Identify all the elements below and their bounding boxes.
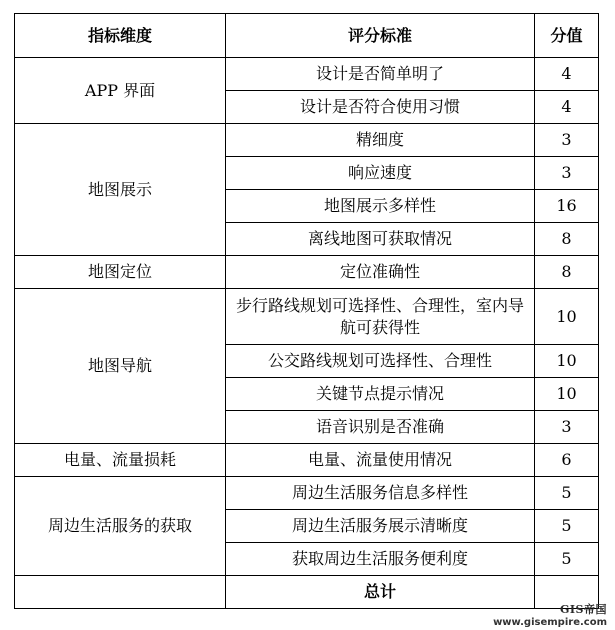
score-cell: 3 — [535, 411, 599, 444]
header-criteria: 评分标准 — [226, 14, 535, 58]
header-row — [15, 14, 599, 58]
score-cell: 4 — [535, 58, 599, 91]
score-cell: 10 — [535, 345, 599, 378]
dimension-cell: 地图定位 — [15, 256, 226, 289]
criteria-cell: 获取周边生活服务便利度 — [226, 543, 535, 576]
score-cell: 3 — [535, 157, 599, 190]
watermark-logo: GIS帝国 — [560, 603, 607, 616]
table-row — [15, 256, 599, 289]
score-cell: 8 — [535, 223, 599, 256]
score-cell: 5 — [535, 510, 599, 543]
score-cell: 8 — [535, 256, 599, 289]
dimension-cell: 地图展示 — [15, 124, 226, 256]
criteria-cell: 设计是否简单明了 — [226, 58, 535, 91]
criteria-cell: 定位准确性 — [226, 256, 535, 289]
header-score: 分值 — [535, 14, 599, 58]
criteria-cell: 步行路线规划可选择性、合理性，室内导航可获得性 — [226, 289, 535, 345]
total-empty-cell — [15, 576, 226, 609]
watermark — [493, 601, 607, 628]
criteria-cell: 设计是否符合使用习惯 — [226, 91, 535, 124]
dimension-cell: 周边生活服务的获取 — [15, 477, 226, 576]
score-cell: 10 — [535, 378, 599, 411]
score-cell: 10 — [535, 289, 599, 345]
score-cell: 16 — [535, 190, 599, 223]
criteria-cell: 周边生活服务展示清晰度 — [226, 510, 535, 543]
watermark-url: www.gisempire.com — [493, 617, 607, 628]
table-row — [15, 444, 599, 477]
criteria-cell: 响应速度 — [226, 157, 535, 190]
score-cell: 5 — [535, 543, 599, 576]
dimension-cell: 地图导航 — [15, 289, 226, 444]
criteria-cell: 语音识别是否准确 — [226, 411, 535, 444]
header-dimension: 指标维度 — [15, 14, 226, 58]
criteria-cell: 公交路线规划可选择性、合理性 — [226, 345, 535, 378]
criteria-cell: 精细度 — [226, 124, 535, 157]
criteria-cell: 周边生活服务信息多样性 — [226, 477, 535, 510]
score-cell: 6 — [535, 444, 599, 477]
criteria-cell: 关键节点提示情况 — [226, 378, 535, 411]
score-cell: 5 — [535, 477, 599, 510]
table-row — [15, 58, 599, 91]
total-label: 总计 — [226, 576, 535, 609]
dimension-cell: 电量、流量损耗 — [15, 444, 226, 477]
table-row — [15, 477, 599, 510]
criteria-cell: 电量、流量使用情况 — [226, 444, 535, 477]
criteria-cell: 地图展示多样性 — [226, 190, 535, 223]
score-cell: 3 — [535, 124, 599, 157]
scoring-table — [14, 13, 599, 609]
criteria-cell: 离线地图可获取情况 — [226, 223, 535, 256]
table-row — [15, 289, 599, 345]
score-cell: 4 — [535, 91, 599, 124]
dimension-cell: APP 界面 — [15, 58, 226, 124]
table-row — [15, 124, 599, 157]
